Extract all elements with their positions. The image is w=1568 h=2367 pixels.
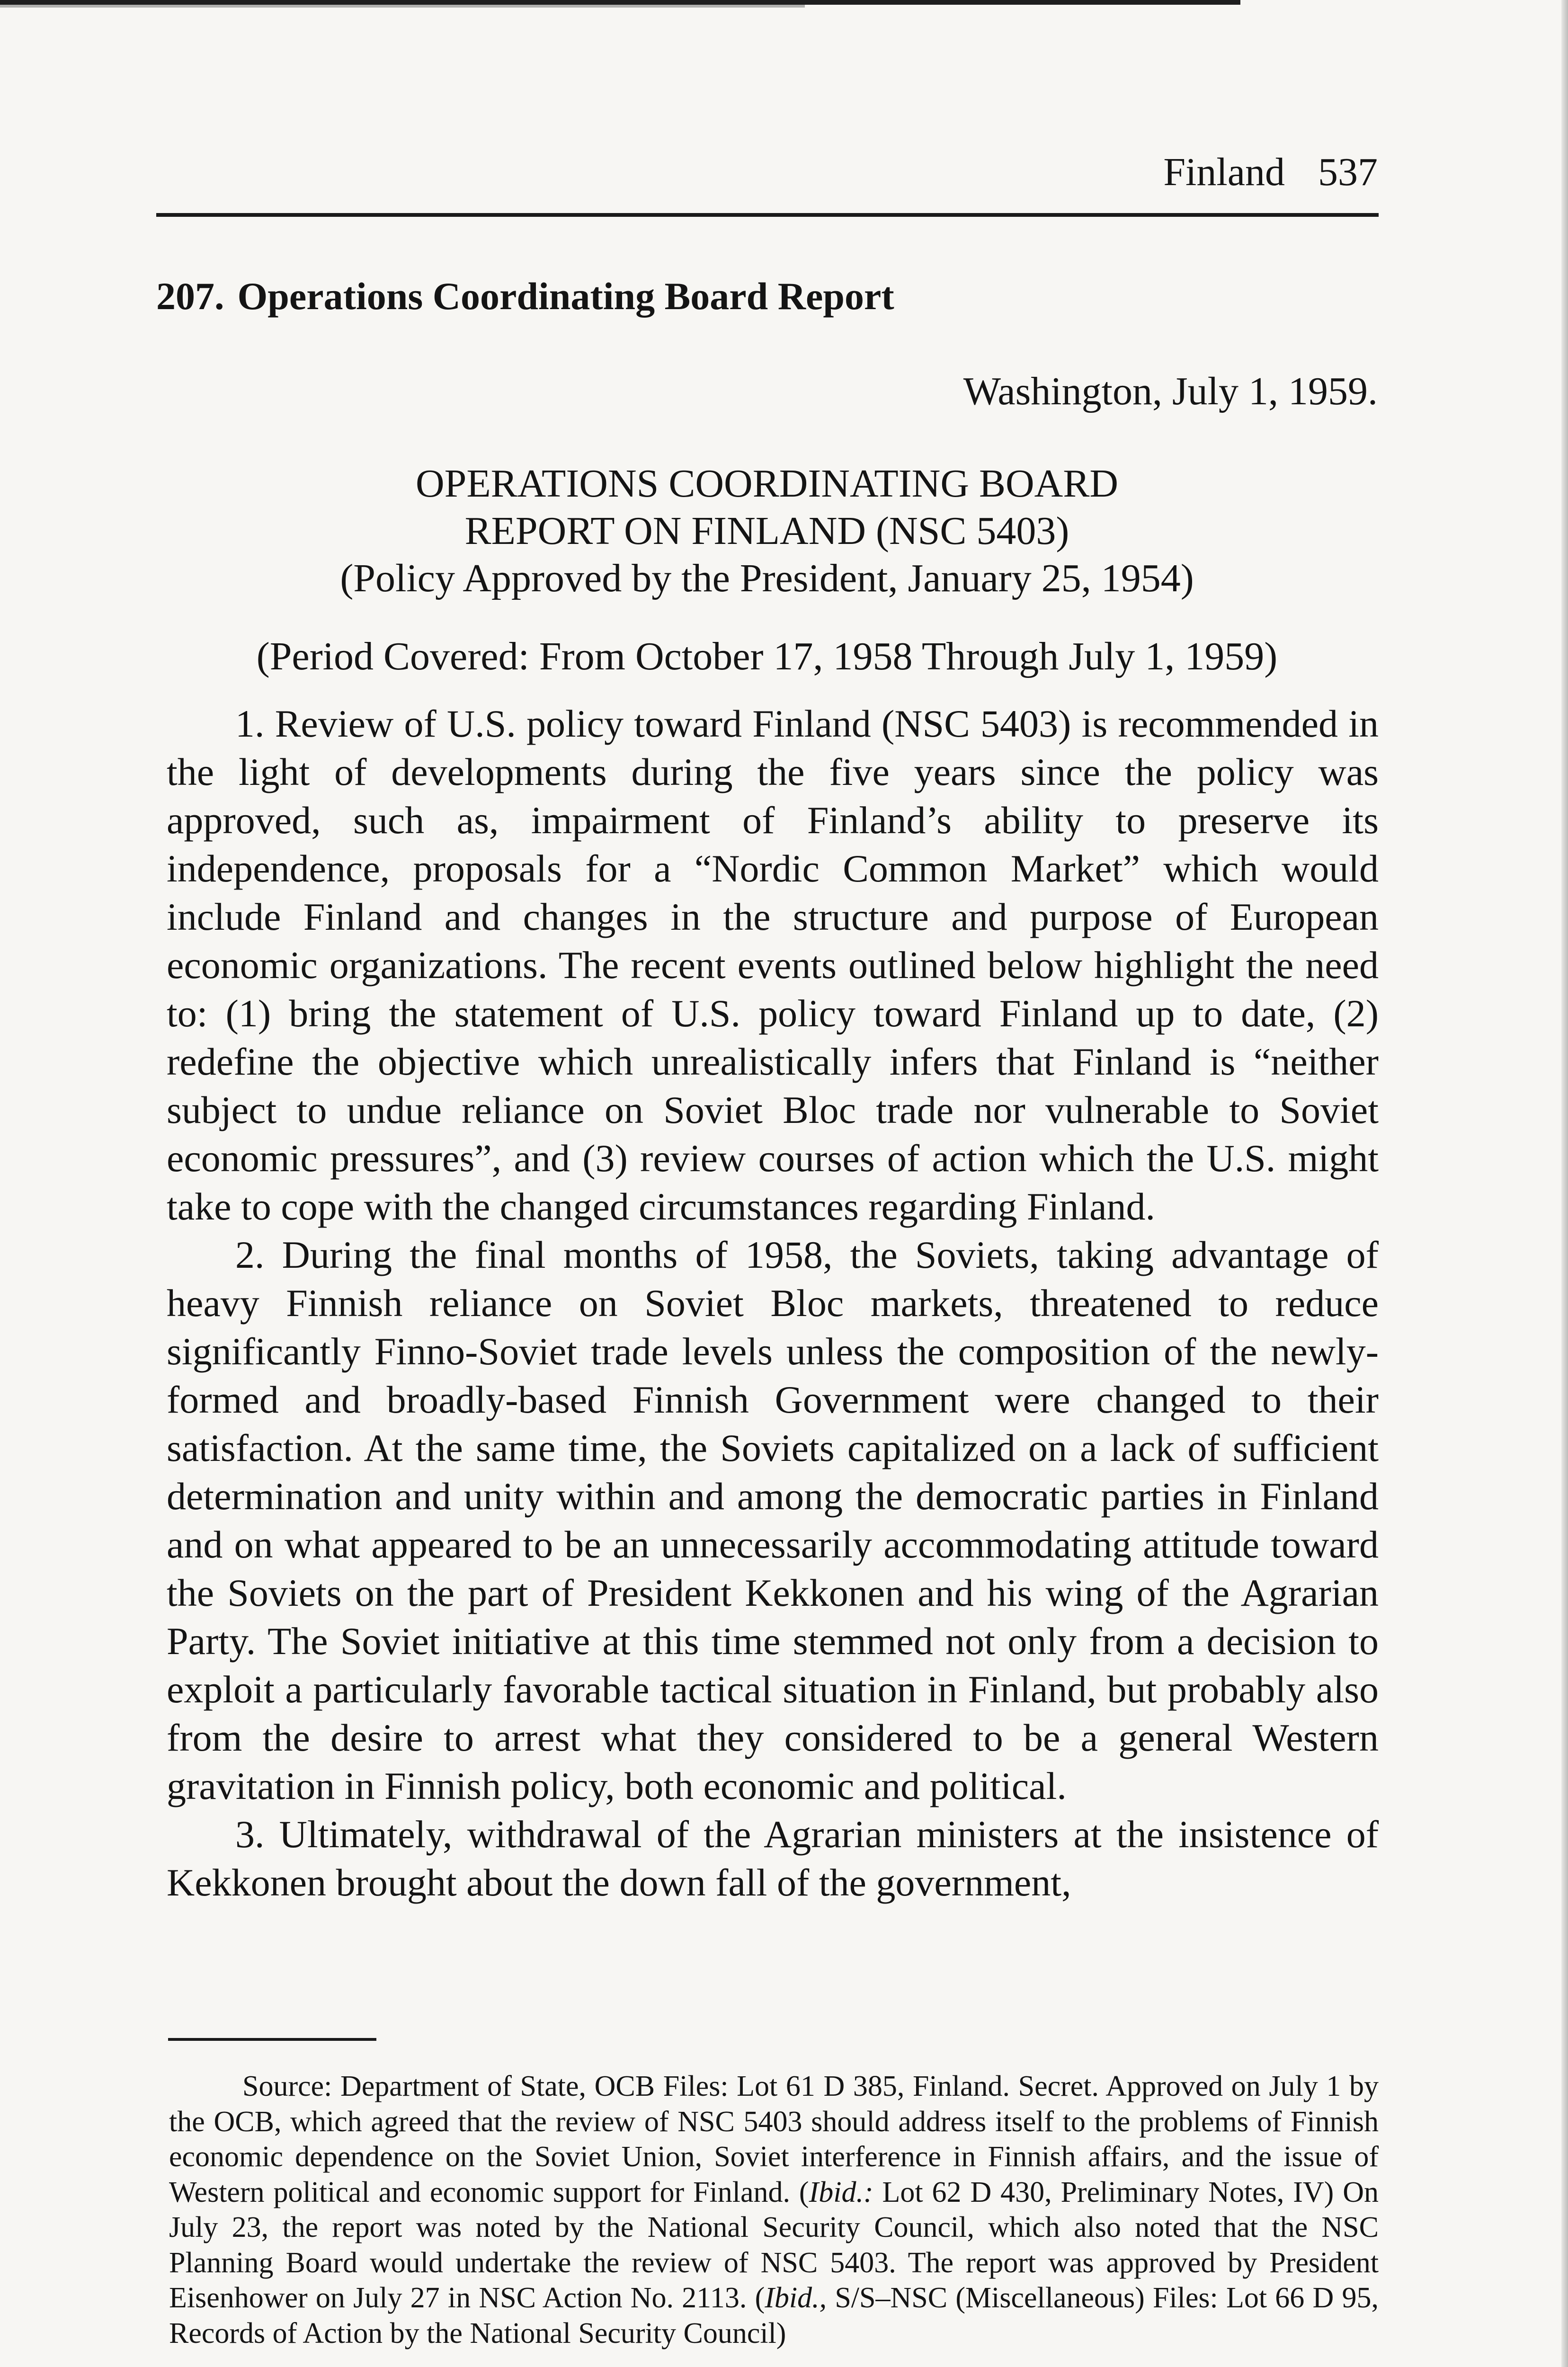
report-title-line-2: REPORT ON FINLAND (NSC 5403) <box>464 509 1069 553</box>
document-title: Operations Coordinating Board Report <box>237 275 894 318</box>
header-rule <box>156 213 1379 217</box>
period-covered: (Period Covered: From October 17, 1958 Through July 1, 1959) <box>256 634 1278 678</box>
scan-edge-top <box>0 0 1240 5</box>
footnote-text-2: Lot 62 D 430, Preliminary Notes, IV) On July 23, the report was noted by the National Security Council, which also noted that the NSC Planning Board would undertake the review of NSC 5403. The report was approved by President Eisenhower on July 27 in NSC Action No. 2113. ( <box>169 2176 1379 2314</box>
running-head-section: Finland <box>1163 150 1285 194</box>
report-title-line-1: OPERATIONS COORDINATING BOARD <box>415 462 1119 506</box>
report-title <box>156 460 1378 602</box>
scan-edge-right <box>1561 0 1568 2367</box>
paragraph-1: 1. Review of U.S. policy toward Finland (NSC 5403) is recommended in the light of developments during the five years since the policy was approved, such as, impairment of Finland’s ability to preserve its independence, proposals for a “Nordic Common Market” which would include Finland and changes in the structure and purpose of European economic organizations. The recent events outlined below highlight the need to: (1) bring the statement of U.S. policy toward Finland up to date, (2) redefine the objective which unrealistically infers that Finland is “neither subject to undue reliance on Soviet Bloc trade nor vulnerable to Soviet economic pressures”, and (3) review courses of action which the U.S. might take to cope with the changed circumstances regarding Finland. <box>167 702 1379 1228</box>
document-number: 207. <box>156 275 224 318</box>
footnote-ibid-2: Ibid., <box>765 2282 827 2314</box>
footnote-rule <box>168 2038 376 2041</box>
footnote-ibid-1: Ibid.: <box>809 2176 873 2208</box>
source-footnote <box>169 2069 1379 2351</box>
report-title-line-3: (Policy Approved by the President, January 25, 1954) <box>340 556 1194 600</box>
body-text <box>167 700 1379 1907</box>
footnote-text-1: Source: Department of State, OCB Files: Lot 61 D 385, Finland. Secret. Approved on July 1 by the OCB, which agreed that the review of NSC 5403 should address itself to the problems of Finnish economic dependence on the Soviet Union, Soviet interference in Finnish affairs, and the issue of Western political and economic support for Finland. ( <box>169 2070 1379 2208</box>
footnote-text-3: S/S–NSC (Miscellaneous) Files: Lot 66 D 95, Records of Action by the National Security Council) <box>169 2282 1379 2349</box>
running-head <box>156 152 1378 192</box>
dateline: Washington, July 1, 1959. <box>963 369 1378 413</box>
page-number: 537 <box>1318 150 1378 194</box>
paragraph-2: 2. During the final months of 1958, the Soviets, taking advantage of heavy Finnish reliance on Soviet Bloc markets, threatened to reduce significantly Finno-Soviet trade levels unless the composition of the newly-formed and broadly-based Finnish Government were changed to their satisfaction. At the same time, the Soviets capitalized on a lack of sufficient determination and unity within and among the democratic parties in Finland and on what appeared to be an unnecessarily accommodating attitude toward the Soviets on the part of President Kekkonen and his wing of the Agrarian Party. The Soviet initiative at this time stemmed not only from a decision to exploit a particularly favorable tactical situation in Finland, but probably also from the desire to arrest what they considered to be a general Western gravitation in Finnish policy, both economic and political. <box>167 1233 1379 1807</box>
scan-edge-top-shadow <box>0 5 805 8</box>
paragraph-3: 3. Ultimately, withdrawal of the Agrarian ministers at the insistence of Kekkonen brought about the down fall of the government, <box>167 1813 1379 1904</box>
document-heading <box>156 277 894 316</box>
